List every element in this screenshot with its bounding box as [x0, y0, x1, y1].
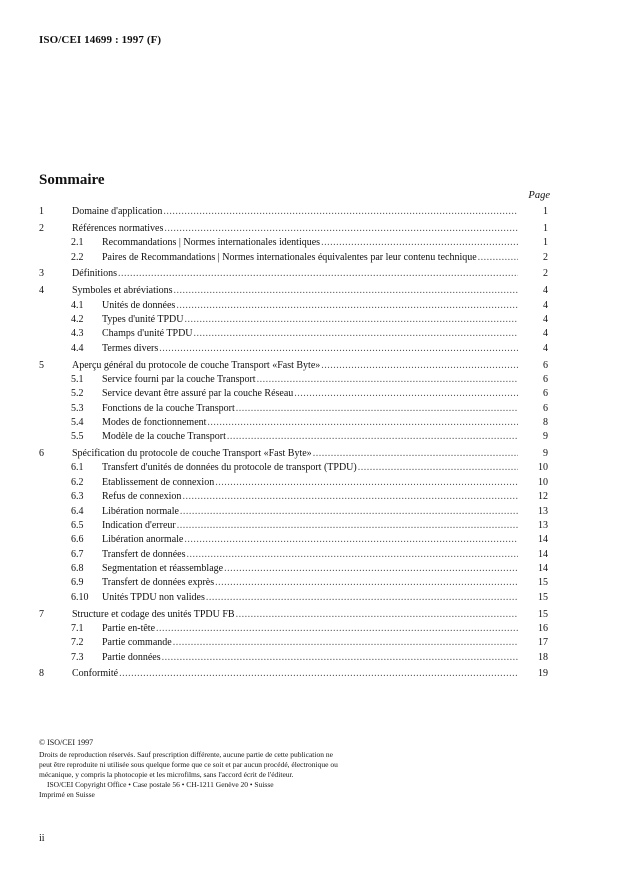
page-column-label: Page — [528, 190, 550, 201]
toc-entry-link[interactable] — [102, 591, 518, 605]
toc-entry[interactable] — [0, 651, 625, 665]
toc-leader-dots — [156, 622, 518, 636]
toc-entry-title: Références normatives — [72, 222, 164, 234]
toc-entry-link[interactable] — [102, 519, 518, 533]
toc-entry-page: 6 — [543, 402, 548, 414]
toc-entry-link[interactable] — [72, 447, 518, 461]
toc-entry-title: Spécification du protocole de couche Transport «Fast Byte» — [72, 448, 312, 460]
toc-entry[interactable] — [0, 236, 625, 250]
toc-entry-number: 6.1 — [71, 462, 84, 474]
toc-entry-number: 2.2 — [71, 251, 84, 263]
toc-entry-title: Recommandations | Normes internationales identiques — [102, 237, 321, 249]
toc-entry[interactable] — [0, 576, 625, 590]
toc-entry-link[interactable] — [102, 236, 518, 250]
toc-leader-dots — [257, 373, 518, 387]
toc-leader-dots — [174, 284, 518, 298]
toc-entry-page: 1 — [543, 222, 548, 234]
toc-leader-dots — [215, 476, 518, 490]
toc-entry[interactable] — [0, 636, 625, 650]
toc-entry-title: Service fourni par la couche Transport — [102, 373, 256, 385]
toc-leader-dots — [321, 359, 518, 373]
toc-leader-dots — [206, 591, 518, 605]
toc-entry-title: Indication d'erreur — [102, 519, 176, 531]
toc-entry-number: 6.8 — [71, 562, 84, 574]
copyright-line: © ISO/CEI 1997 — [39, 738, 94, 747]
toc-entry[interactable] — [0, 461, 625, 475]
toc-entry-number: 4.1 — [71, 299, 84, 311]
copyright-footer — [39, 738, 399, 800]
toc-entry-number: 4.4 — [71, 342, 84, 354]
toc-leader-dots — [177, 519, 518, 533]
toc-entry-link[interactable] — [102, 533, 518, 547]
toc-entry-page: 10 — [538, 476, 548, 488]
toc-leader-dots — [163, 205, 518, 219]
toc-entry-link[interactable] — [102, 299, 518, 313]
toc-entry[interactable] — [0, 548, 625, 562]
toc-entry[interactable] — [0, 402, 625, 416]
toc-entry-page: 14 — [538, 548, 548, 560]
toc-entry-number: 5 — [39, 359, 44, 371]
toc-leader-dots — [182, 490, 518, 504]
toc-entry-number: 7.2 — [71, 637, 84, 649]
toc-entry-page: 2 — [543, 268, 548, 280]
toc-leader-dots — [187, 548, 518, 562]
toc-entry-page: 14 — [538, 534, 548, 546]
toc-entry-number: 6.7 — [71, 548, 84, 560]
toc-entry[interactable] — [0, 562, 625, 576]
toc-entry-title: Définitions — [72, 268, 117, 280]
toc-entry[interactable] — [0, 284, 625, 298]
toc-leader-dots — [173, 636, 518, 650]
toc-entry-number: 3 — [39, 268, 44, 280]
toc-entry-link[interactable] — [102, 548, 518, 562]
toc-entry[interactable] — [0, 251, 625, 265]
toc-entry-page: 18 — [538, 651, 548, 663]
toc-entry-number: 2.1 — [71, 237, 84, 249]
toc-entry-title: Structure et codage des unités TPDU FB — [72, 608, 235, 620]
toc-entry-title: Fonctions de la couche Transport — [102, 402, 235, 414]
toc-entry[interactable] — [0, 490, 625, 504]
toc-entry-title: Refus de connexion — [102, 491, 182, 503]
toc-entry-page: 4 — [543, 328, 548, 340]
toc-entry-number: 6.10 — [71, 591, 89, 603]
toc-entry-title: Symboles et abréviations — [72, 285, 173, 297]
toc-entry-link[interactable] — [102, 327, 518, 341]
toc-entry-link[interactable] — [102, 651, 518, 665]
toc-entry-link[interactable] — [72, 267, 518, 281]
page-number: ii — [39, 833, 45, 844]
rights-line-3: mécanique, y compris la photocopie et les microfilms, sans l'accord écrit de l'éditeur. — [39, 770, 294, 779]
toc-leader-dots — [321, 236, 518, 250]
printed-in: Imprimé en Suisse — [39, 790, 95, 799]
toc-entry-link[interactable] — [102, 490, 518, 504]
toc-entry[interactable] — [0, 387, 625, 401]
toc-entry-link[interactable] — [102, 622, 518, 636]
toc-entry-number: 8 — [39, 668, 44, 680]
toc-entry-title: Partie données — [102, 651, 161, 663]
toc-entry-page: 14 — [538, 562, 548, 574]
rights-line-1: Droits de reproduction réservés. Sauf prescription différente, aucune partie de cette publication ne — [39, 750, 333, 759]
toc-entry-number: 5.1 — [71, 373, 84, 385]
toc-entry-number: 6.3 — [71, 491, 84, 503]
toc-entry-number: 4 — [39, 285, 44, 297]
toc-entry-link[interactable] — [102, 342, 518, 356]
toc-entry-number: 1 — [39, 206, 44, 217]
toc-entry-title: Transfert d'unités de données du protocole de transport (TPDU) — [102, 462, 357, 474]
toc-entry-link[interactable] — [102, 576, 518, 590]
toc-entry-link[interactable] — [102, 373, 518, 387]
toc-entry-title: Service devant être assuré par la couche Réseau — [102, 388, 294, 400]
toc-entry-page: 10 — [538, 462, 548, 474]
toc-entry[interactable] — [0, 299, 625, 313]
toc-entry-link[interactable] — [102, 562, 518, 576]
toc-entry-title: Conformité — [72, 668, 119, 680]
toc-entry-number: 5.5 — [71, 431, 84, 443]
toc-entry-number: 2 — [39, 222, 44, 234]
toc-entry[interactable] — [0, 313, 625, 327]
toc-entry[interactable] — [0, 519, 625, 533]
toc-entry-number: 5.4 — [71, 416, 84, 428]
toc-entry-page: 9 — [543, 448, 548, 460]
toc-entry[interactable] — [0, 416, 625, 430]
toc-entry-link[interactable] — [102, 476, 518, 490]
toc-entry-link[interactable] — [102, 430, 518, 444]
toc-leader-dots — [194, 327, 518, 341]
toc-entry-number: 6.2 — [71, 476, 84, 488]
toc-entry-link[interactable] — [102, 416, 518, 430]
toc-entry-page: 6 — [543, 373, 548, 385]
toc-entry-page: 1 — [543, 206, 548, 217]
toc-entry-page: 6 — [543, 359, 548, 371]
toc-entry-title: Aperçu général du protocole de couche Transport «Fast Byte» — [72, 359, 321, 371]
rights-line-2: peut être reproduite ni utilisée sous quelque forme que ce soit et par aucun procédé, électronique ou — [39, 760, 338, 769]
toc-leader-dots — [294, 387, 518, 401]
toc-entry-page: 4 — [543, 285, 548, 297]
toc-entry-page: 2 — [543, 251, 548, 263]
toc-entry-number: 7.3 — [71, 651, 84, 663]
toc-entry-number: 6.6 — [71, 534, 84, 546]
toc-entry-link[interactable] — [72, 608, 518, 622]
toc-entry[interactable] — [0, 608, 625, 622]
toc-entry-title: Transfert de données — [102, 548, 186, 560]
toc-entry-page: 12 — [538, 491, 548, 503]
toc-entry-title: Partie commande — [102, 637, 172, 649]
toc-entry-link[interactable] — [72, 205, 518, 219]
toc-entry[interactable] — [0, 476, 625, 490]
toc-entry-link[interactable] — [102, 313, 518, 327]
toc-entry[interactable] — [0, 447, 625, 461]
copyright-office: ISO/CEI Copyright Office • Case postale 56 • CH-1211 Genève 20 • Suisse — [47, 780, 274, 789]
toc-entry-link[interactable] — [72, 667, 518, 681]
toc-entry[interactable] — [0, 622, 625, 636]
toc-leader-dots — [159, 342, 518, 356]
toc-entry-page: 15 — [538, 608, 548, 620]
toc-entry-link[interactable] — [102, 461, 518, 475]
toc-leader-dots — [236, 402, 518, 416]
toc-leader-dots — [180, 505, 518, 519]
toc-entry-number: 7 — [39, 608, 44, 620]
toc-leader-dots — [118, 267, 518, 281]
toc-entry-link[interactable] — [102, 636, 518, 650]
toc-entry-title: Termes divers — [102, 342, 159, 354]
toc-entry[interactable] — [0, 533, 625, 547]
toc-entry-page: 8 — [543, 416, 548, 428]
toc-leader-dots — [224, 562, 518, 576]
toc-entry-page: 6 — [543, 388, 548, 400]
toc-entry-title: Libération normale — [102, 505, 179, 517]
toc-entry-link[interactable] — [72, 284, 518, 298]
toc-entry-page: 17 — [538, 637, 548, 649]
toc-entry-link[interactable] — [102, 505, 518, 519]
toc-entry-page: 13 — [538, 505, 548, 517]
toc-entry[interactable] — [0, 222, 625, 236]
toc-entry-title: Unités TPDU non valides — [102, 591, 205, 603]
toc-leader-dots — [358, 461, 518, 475]
toc-entry-number: 7.1 — [71, 622, 84, 634]
document-header-code: ISO/CEI 14699 : 1997 (F) — [39, 34, 162, 46]
toc-entry-page: 4 — [543, 313, 548, 325]
toc-entry-page: 16 — [538, 622, 548, 634]
toc-entry-title: Etablissement de connexion — [102, 476, 215, 488]
toc-leader-dots — [162, 651, 518, 665]
toc-entry-page: 15 — [538, 591, 548, 603]
toc-entry[interactable] — [0, 327, 625, 341]
toc-entry-title: Modèle de la couche Transport — [102, 431, 226, 443]
toc-entry-title: Partie en-tête — [102, 622, 156, 634]
toc-entry-page: 15 — [538, 577, 548, 589]
toc-leader-dots — [236, 608, 518, 622]
toc-entry-page: 1 — [543, 237, 548, 249]
toc-leader-dots — [164, 222, 518, 236]
toc-leader-dots — [184, 533, 518, 547]
toc-leader-dots — [119, 667, 518, 681]
toc-entry-link[interactable] — [102, 387, 518, 401]
toc-entry[interactable] — [0, 267, 625, 281]
toc-entry-number: 6.4 — [71, 505, 84, 517]
toc-entry[interactable] — [0, 667, 625, 681]
toc-entry-title: Unités de données — [102, 299, 176, 311]
toc-entry-link[interactable] — [72, 222, 518, 236]
toc-entry[interactable] — [0, 342, 625, 356]
toc-entry[interactable] — [0, 373, 625, 387]
toc-entry-page: 4 — [543, 299, 548, 311]
toc-entry-page: 9 — [543, 431, 548, 443]
toc-entry[interactable] — [0, 205, 625, 219]
toc-leader-dots — [207, 416, 518, 430]
toc-entry-number: 5.2 — [71, 388, 84, 400]
toc-entry-title: Paires de Recommandations | Normes internationales équivalentes par leur contenu technique — [102, 251, 477, 263]
toc-entry-title: Libération anormale — [102, 534, 184, 546]
toc-leader-dots — [227, 430, 518, 444]
toc-entry-title: Types d'unité TPDU — [102, 313, 184, 325]
toc-entry-page: 13 — [538, 519, 548, 531]
toc-leader-dots — [313, 447, 518, 461]
toc-entry-number: 6 — [39, 448, 44, 460]
toc-entry-link[interactable] — [102, 402, 518, 416]
toc-entry-number: 5.3 — [71, 402, 84, 414]
toc-entry-title: Modes de fonctionnement — [102, 416, 207, 428]
toc-leader-dots — [176, 299, 518, 313]
toc-entry-number: 4.3 — [71, 328, 84, 340]
toc-entry-link[interactable] — [102, 251, 518, 265]
toc-leader-dots — [478, 251, 518, 265]
toc-entry-page: 19 — [538, 668, 548, 680]
toc-entry[interactable] — [0, 505, 625, 519]
toc-entry-title: Domaine d'application — [72, 206, 163, 217]
toc-leader-dots — [184, 313, 518, 327]
toc-entry-number: 4.2 — [71, 313, 84, 325]
toc-entry-number: 6.9 — [71, 577, 84, 589]
toc-entry-link[interactable] — [72, 359, 518, 373]
toc-entry[interactable] — [0, 430, 625, 444]
toc-entry-title: Segmentation et réassemblage — [102, 562, 224, 574]
toc-entry-page: 4 — [543, 342, 548, 354]
toc-entry-number: 6.5 — [71, 519, 84, 531]
page-title: Sommaire — [39, 172, 105, 188]
toc-leader-dots — [215, 576, 518, 590]
toc-entry-title: Transfert de données exprès — [102, 577, 215, 589]
toc-entry[interactable] — [0, 359, 625, 373]
toc-entry[interactable] — [0, 591, 625, 605]
toc-entry-title: Champs d'unité TPDU — [102, 328, 193, 340]
